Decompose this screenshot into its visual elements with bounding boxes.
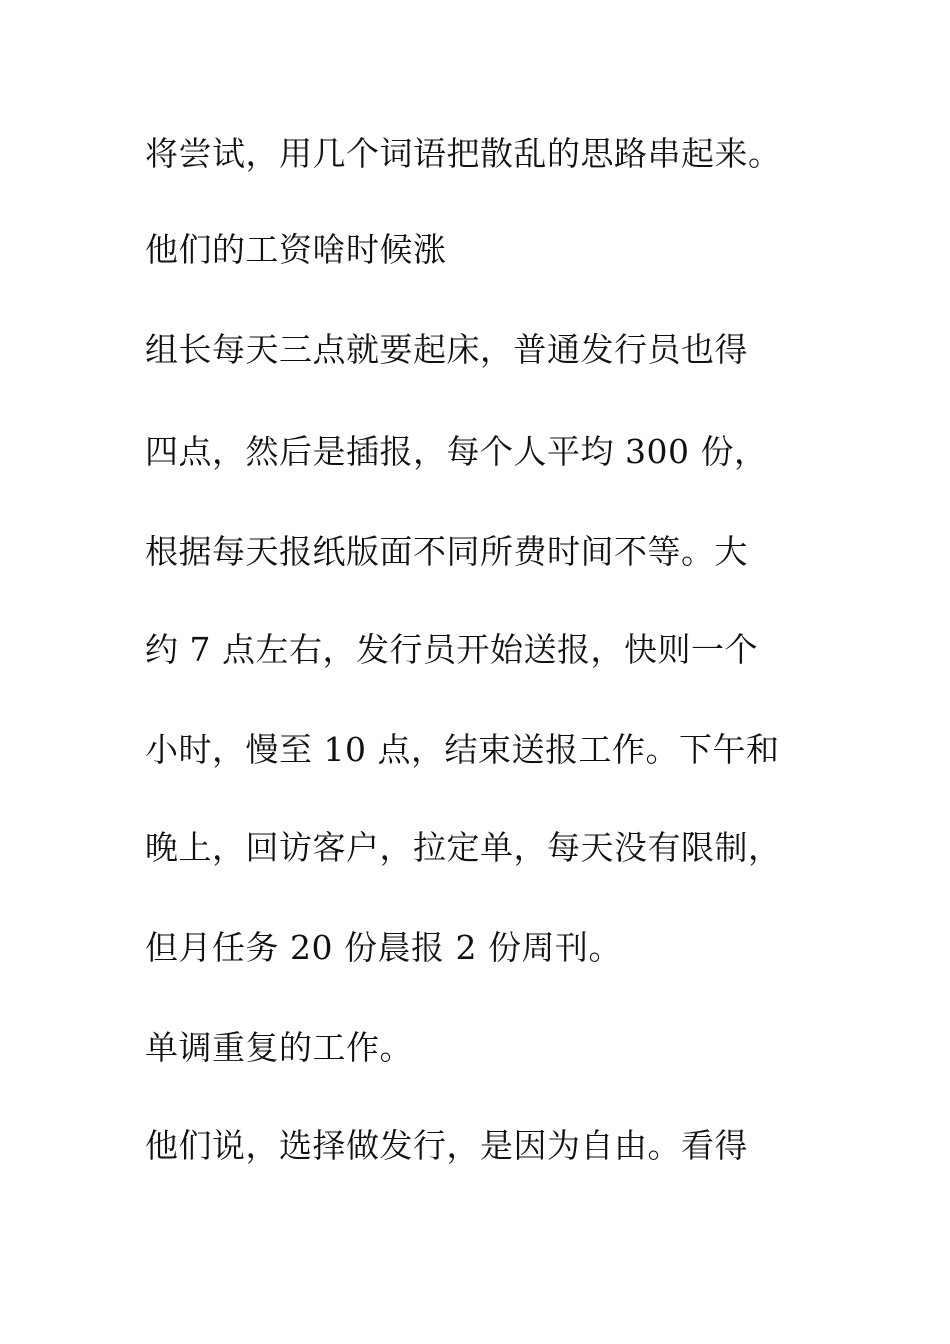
text-line: 晚上，回访客户，拉定单，每天没有限制，: [145, 828, 782, 867]
text-line: 但月任务 20 份晨报 2 份周刊。: [145, 928, 622, 967]
text-line: 他们说，选择做发行，是因为自由。看得: [145, 1126, 748, 1165]
text-line: 将尝试，用几个词语把散乱的思路串起来。: [145, 134, 782, 173]
text-line: 小时，慢至 10 点，结束送报工作。下午和: [145, 730, 780, 769]
text-line: 他们的工资啥时候涨: [145, 230, 447, 269]
text-line: 约 7 点左右，发行员开始送报，快则一个: [145, 630, 758, 669]
text-line: 根据每天报纸版面不同所费时间不等。大: [145, 532, 748, 571]
text-line: 单调重复的工作。: [145, 1028, 413, 1067]
text-line: 四点，然后是插报，每个人平均 300 份，: [145, 432, 768, 471]
text-line: 组长每天三点就要起床，普通发行员也得: [145, 330, 748, 369]
